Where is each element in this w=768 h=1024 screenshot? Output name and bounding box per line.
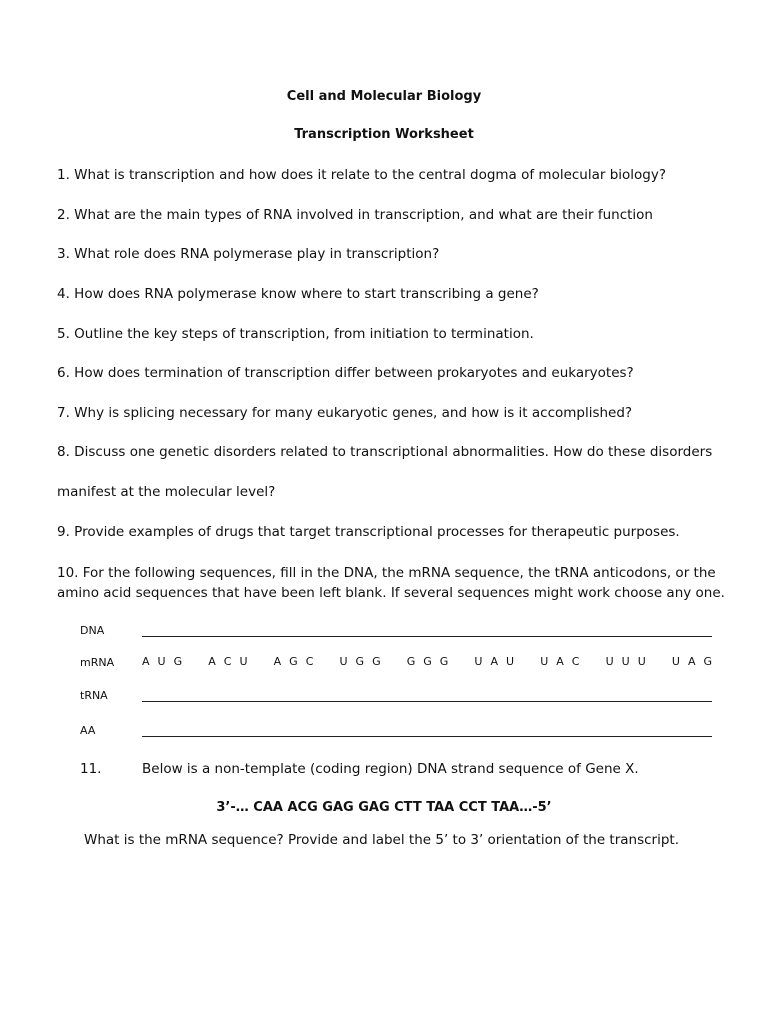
- dna-answer-line[interactable]: [142, 636, 710, 637]
- mrna-base: G: [355, 655, 365, 668]
- mrna-codon: [407, 655, 449, 668]
- question-11-prompt: What is the mRNA sequence? Provide and label the 5’ to 3’ orientation of the transcript.: [84, 832, 680, 848]
- question-1: 1. What is transcription and how does it relate to the central dogma of molecular biology?: [57, 167, 667, 183]
- mrna-base: A: [556, 655, 564, 668]
- mrna-codon: [672, 655, 712, 668]
- question-5: 5. Outline the key steps of transcription, from initiation to termination.: [57, 326, 534, 342]
- mrna-base: C: [571, 655, 580, 668]
- mrna-codon: [208, 655, 247, 668]
- question-10: 10. For the following sequences, fill in the DNA, the mRNA sequence, the tRNA anticodons, or the amino acid sequences that have been left blank. If several sequences might work choose any one.: [57, 565, 725, 601]
- mrna-base: U: [621, 655, 630, 668]
- aa-answer-line-end: [690, 736, 712, 737]
- question-6: 6. How does termination of transcription differ between prokaryotes and eukaryotes?: [57, 365, 634, 381]
- dna-answer-line-end: [690, 636, 712, 637]
- question-8-continued: manifest at the molecular level?: [57, 484, 276, 500]
- mrna-base: G: [423, 655, 432, 668]
- mrna-base: C: [305, 655, 314, 668]
- mrna-base: A: [273, 655, 282, 668]
- mrna-base: U: [239, 655, 248, 668]
- dna-label: DNA: [80, 624, 105, 637]
- mrna-base: U: [474, 655, 483, 668]
- mrna-codon: [339, 655, 380, 668]
- mrna-base: A: [208, 655, 216, 668]
- mrna-base: G: [173, 655, 183, 668]
- mrna-sequence: [142, 655, 712, 668]
- mrna-base: C: [223, 655, 232, 668]
- question-8: 8. Discuss one genetic disorders related to transcriptional abnormalities. How do these disorders: [57, 444, 713, 460]
- mrna-base: G: [439, 655, 449, 668]
- worksheet-title: Transcription Worksheet: [294, 127, 474, 142]
- trna-label: tRNA: [80, 689, 108, 702]
- trna-answer-line-end: [690, 701, 712, 702]
- mrna-base: G: [703, 655, 712, 668]
- question-7: 7. Why is splicing necessary for many eukaryotic genes, and how is it accomplished?: [57, 405, 633, 421]
- mrna-base: U: [671, 655, 680, 668]
- mrna-codon: [606, 655, 646, 668]
- mrna-base: G: [406, 655, 416, 668]
- course-title: Cell and Molecular Biology: [286, 89, 482, 104]
- aa-answer-line[interactable]: [142, 736, 710, 737]
- mrna-codon: [142, 655, 182, 668]
- question-11-number: 11.: [80, 761, 102, 777]
- mrna-base: A: [142, 655, 150, 668]
- mrna-base: U: [605, 655, 614, 668]
- aa-label: AA: [80, 724, 96, 737]
- trna-answer-line[interactable]: [142, 701, 710, 702]
- mrna-base: U: [637, 655, 646, 668]
- mrna-base: U: [540, 655, 549, 668]
- mrna-base: A: [490, 655, 499, 668]
- question-3: 3. What role does RNA polymerase play in transcription?: [57, 246, 440, 262]
- mrna-base: G: [289, 655, 298, 668]
- mrna-base: U: [506, 655, 515, 668]
- mrna-codon: [274, 655, 314, 668]
- mrna-label: mRNA: [80, 656, 115, 669]
- question-4: 4. How does RNA polymerase know where to start transcribing a gene?: [57, 286, 539, 302]
- question-11-text: Below is a non-template (coding region) DNA strand sequence of Gene X.: [142, 761, 639, 777]
- mrna-codon: [474, 655, 514, 668]
- mrna-codon: [540, 655, 579, 668]
- mrna-base: U: [339, 655, 348, 668]
- question-9: 9. Provide examples of drugs that target transcriptional processes for therapeutic purposes.: [57, 524, 680, 540]
- mrna-base: A: [687, 655, 696, 668]
- dna-strand-sequence: 3’-… CAA ACG GAG GAG CTT TAA CCT TAA…-5’: [216, 800, 552, 815]
- mrna-base: G: [372, 655, 381, 668]
- mrna-base: U: [157, 655, 166, 668]
- question-2: 2. What are the main types of RNA involved in transcription, and what are their function: [57, 207, 653, 223]
